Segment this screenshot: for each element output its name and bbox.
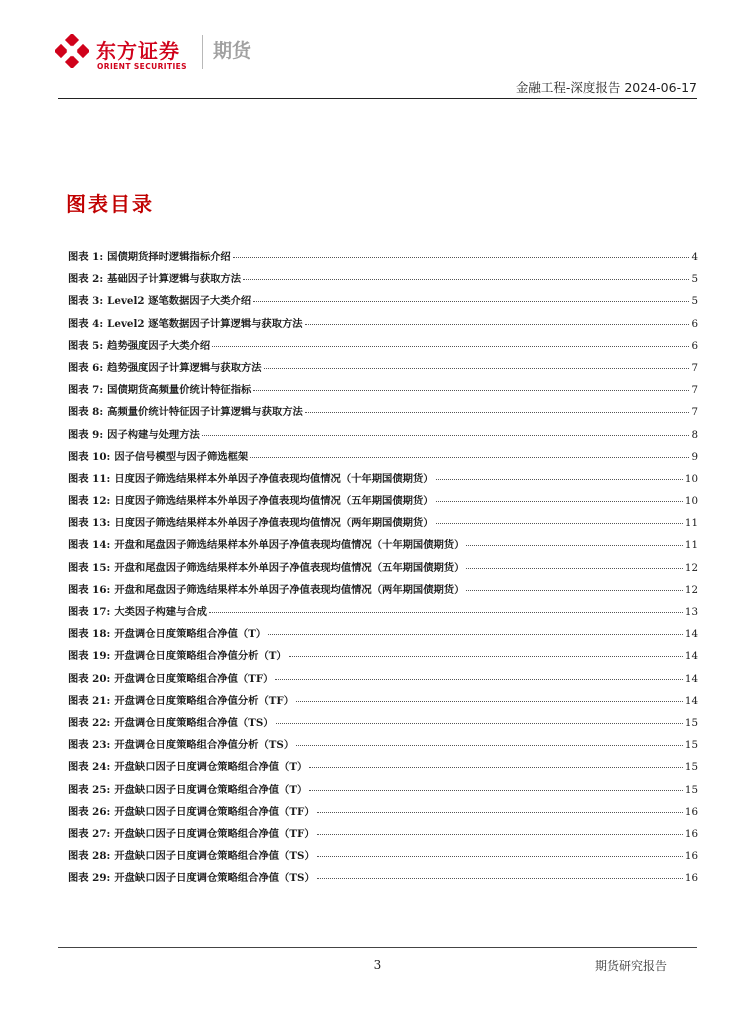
toc-entry-title: 大类因子构建与合成 <box>114 606 207 618</box>
toc-entry[interactable] <box>68 448 698 470</box>
toc-entry-title: 开盘调仓日度策略组合净值分析（TF） <box>114 694 295 707</box>
toc-entry-label: 图表 18: <box>68 628 111 641</box>
toc-entry-page: 6 <box>691 339 698 352</box>
toc-entry-page: 15 <box>684 716 698 729</box>
toc-entry[interactable] <box>68 514 698 536</box>
toc-entry[interactable] <box>68 492 698 514</box>
toc-entry[interactable] <box>68 625 698 647</box>
page-header <box>0 0 755 110</box>
toc-entry-page: 12 <box>684 561 698 574</box>
toc-entry[interactable] <box>68 670 698 692</box>
toc-entry[interactable] <box>68 337 698 359</box>
toc-entry-page: 14 <box>684 650 698 663</box>
toc-entry-page: 9 <box>691 450 698 463</box>
toc-entry-label: 图表 25: <box>68 783 111 796</box>
toc-entry-label: 图表 13: <box>68 517 111 530</box>
toc-entry-page: 7 <box>691 361 698 374</box>
toc-dot-leader <box>296 701 683 702</box>
toc-entry[interactable] <box>68 647 698 669</box>
toc-entry[interactable] <box>68 781 698 803</box>
toc-entry-page: 16 <box>684 872 698 885</box>
toc-entry-label: 图表 26: <box>68 805 111 818</box>
logo-english-name: ORIENT SECURITIES <box>97 62 187 71</box>
toc-entry-page: 10 <box>684 495 698 508</box>
toc-entry-title: 高频量价统计特征因子计算逻辑与获取方法 <box>107 406 303 419</box>
toc-entry[interactable] <box>68 248 698 270</box>
toc-entry-title: 趋势强度因子计算逻辑与获取方法 <box>107 361 262 374</box>
toc-entry-page: 14 <box>684 672 698 685</box>
toc-entry-page: 7 <box>691 406 698 419</box>
toc-entry[interactable] <box>68 426 698 448</box>
toc-entry-label: 图表 22: <box>68 716 111 729</box>
toc-entry-title: 开盘和尾盘因子筛选结果样本外单因子净值表现均值情况（五年期国债期货） <box>114 561 465 574</box>
toc-entry-title: 因子构建与处理方法 <box>107 428 200 441</box>
toc-entry[interactable] <box>68 403 698 425</box>
logo-divider <box>202 35 203 69</box>
toc-dot-leader <box>466 590 682 591</box>
toc-entry-label: 图表 27: <box>68 827 111 840</box>
toc-dot-leader <box>233 257 690 258</box>
toc-dot-leader <box>250 457 689 458</box>
toc-entry[interactable] <box>68 359 698 381</box>
toc-entry-page: 7 <box>691 384 698 397</box>
toc-entry-label: 图表 29: <box>68 872 111 885</box>
toc-entry-title: 开盘和尾盘因子筛选结果样本外单因子净值表现均值情况（两年期国债期货） <box>114 583 465 596</box>
footer-divider <box>58 947 697 948</box>
toc-entry[interactable] <box>68 581 698 603</box>
toc-entry[interactable] <box>68 847 698 869</box>
toc-dot-leader <box>309 767 683 768</box>
toc-entry-page: 6 <box>691 317 698 330</box>
toc-entry[interactable] <box>68 270 698 292</box>
toc-dot-leader <box>305 324 690 325</box>
toc-entry[interactable] <box>68 758 698 780</box>
toc-entry-title: 开盘缺口因子日度调仓策略组合净值（TF） <box>114 827 315 840</box>
toc-dot-leader <box>202 435 690 436</box>
toc-entry-label: 图表 7: <box>68 384 104 397</box>
toc-entry-title: 因子信号模型与因子筛选框架 <box>114 450 249 463</box>
toc-dot-leader <box>305 412 690 413</box>
toc-dot-leader <box>436 479 683 480</box>
toc-entry[interactable] <box>68 470 698 492</box>
toc-entry-label: 图表 10: <box>68 450 111 463</box>
toc-entry-label: 图表 3: <box>68 295 104 308</box>
toc-dot-leader <box>436 523 683 524</box>
page-number: 3 <box>373 958 382 972</box>
toc-entry[interactable] <box>68 692 698 714</box>
toc-entry-title: 日度因子筛选结果样本外单因子净值表现均值情况（两年期国债期货） <box>114 517 434 530</box>
toc-dot-leader <box>264 368 690 369</box>
toc-dot-leader <box>275 679 682 680</box>
toc-entry-title: 开盘缺口因子日度调仓策略组合净值（TS） <box>114 872 315 885</box>
toc-entry-title: 日度因子筛选结果样本外单因子净值表现均值情况（十年期国债期货） <box>114 472 434 485</box>
toc-entry-page: 15 <box>684 739 698 752</box>
toc-entry-page: 16 <box>684 850 698 863</box>
toc-entry[interactable] <box>68 869 698 891</box>
toc-entry-label: 图表 2: <box>68 273 104 286</box>
toc-dot-leader <box>317 878 683 879</box>
toc-entry[interactable] <box>68 315 698 337</box>
toc-entry-title: 开盘缺口因子日度调仓策略组合净值（T） <box>114 783 308 796</box>
toc-entry-title: 开盘调仓日度策略组合净值分析（TS） <box>114 739 295 752</box>
toc-entry-title: 开盘缺口因子日度调仓策略组合净值（TF） <box>114 805 315 818</box>
toc-entry-page: 11 <box>684 517 698 530</box>
toc-entry-title: Level2 逐笔数据因子大类介绍 <box>107 295 252 308</box>
toc-dot-leader <box>268 634 683 635</box>
toc-entry-label: 图表 1: <box>68 251 104 263</box>
footer-report-category: 期货研究报告 <box>594 959 667 973</box>
toc-entry-page: 11 <box>684 539 698 552</box>
toc-dot-leader <box>317 834 683 835</box>
toc-entry-title: 开盘调仓日度策略组合净值分析（T） <box>114 650 287 663</box>
toc-entry-label: 图表 6: <box>68 361 104 374</box>
toc-entry-page: 14 <box>684 628 698 641</box>
toc-entry-label: 图表 24: <box>68 761 111 774</box>
toc-entry-label: 图表 9: <box>68 428 104 441</box>
toc-entry-title: 日度因子筛选结果样本外单因子净值表现均值情况（五年期国债期货） <box>114 495 434 508</box>
toc-dot-leader <box>209 612 683 613</box>
toc-entry-label: 图表 4: <box>68 317 104 330</box>
toc-entry-title: 国债期货择时逻辑指标介绍 <box>107 251 231 263</box>
toc-entry-label: 图表 20: <box>68 672 111 685</box>
toc-entry-label: 图表 19: <box>68 650 111 663</box>
toc-entry[interactable] <box>68 825 698 847</box>
toc-title: 图表目录 <box>66 192 154 216</box>
toc-entry[interactable] <box>68 381 698 403</box>
orient-securities-logo-icon <box>55 34 89 68</box>
toc-entry-title: Level2 逐笔数据因子计算逻辑与获取方法 <box>107 317 303 330</box>
toc-entry-label: 图表 21: <box>68 694 111 707</box>
toc-entry-title: 国债期货高频量价统计特征指标 <box>107 384 252 397</box>
toc-dot-leader <box>276 723 683 724</box>
toc-entry-title: 开盘调仓日度策略组合净值（T） <box>114 628 267 641</box>
toc-entry-label: 图表 15: <box>68 561 111 574</box>
toc-entry[interactable] <box>68 803 698 825</box>
toc-entry[interactable] <box>68 292 698 314</box>
toc-dot-leader <box>466 545 682 546</box>
toc-entry-page: 4 <box>691 251 698 263</box>
toc-entry-label: 图表 11: <box>68 472 111 485</box>
toc-dot-leader <box>253 390 689 391</box>
toc-entry-label: 图表 8: <box>68 406 104 419</box>
toc-entry[interactable] <box>68 603 698 625</box>
toc-dot-leader <box>309 790 683 791</box>
toc-entry-page: 15 <box>684 783 698 796</box>
toc-entry-page: 16 <box>684 827 698 840</box>
toc-entry-title: 开盘调仓日度策略组合净值（TS） <box>114 716 274 729</box>
toc-dot-leader <box>317 856 683 857</box>
toc-entry-label: 图表 16: <box>68 583 111 596</box>
logo-chinese-name: 东方证券 <box>96 39 180 63</box>
toc-entry-page: 15 <box>684 761 698 774</box>
report-type-date: 金融工程-深度报告 2024-06-17 <box>515 80 697 95</box>
toc-dot-leader <box>296 745 683 746</box>
toc-entry-title: 基础因子计算逻辑与获取方法 <box>107 273 242 286</box>
toc-entry-label: 图表 17: <box>68 606 111 618</box>
toc-entry-label: 图表 12: <box>68 495 111 508</box>
toc-entry-label: 图表 14: <box>68 539 111 552</box>
toc-entry-title: 开盘和尾盘因子筛选结果样本外单因子净值表现均值情况（十年期国债期货） <box>114 539 465 552</box>
toc-entry-title: 趋势强度因子大类介绍 <box>107 339 211 352</box>
toc-entry-page: 5 <box>691 295 698 308</box>
toc-entry-label: 图表 28: <box>68 850 111 863</box>
header-divider <box>58 98 697 99</box>
toc-entry-label: 图表 23: <box>68 739 111 752</box>
figure-toc-list <box>68 248 698 891</box>
toc-entry-title: 开盘调仓日度策略组合净值（TF） <box>114 672 274 685</box>
toc-dot-leader <box>317 812 683 813</box>
toc-entry[interactable] <box>68 714 698 736</box>
toc-entry-page: 8 <box>691 428 698 441</box>
toc-dot-leader <box>253 301 689 302</box>
toc-entry[interactable] <box>68 536 698 558</box>
toc-entry-label: 图表 5: <box>68 339 104 352</box>
toc-dot-leader <box>289 656 683 657</box>
toc-entry[interactable] <box>68 736 698 758</box>
toc-entry[interactable] <box>68 559 698 581</box>
toc-dot-leader <box>243 279 689 280</box>
toc-dot-leader <box>466 568 682 569</box>
toc-dot-leader <box>212 346 689 347</box>
logo-division-name: 期货 <box>213 40 252 62</box>
toc-entry-page: 12 <box>684 583 698 596</box>
toc-entry-page: 5 <box>691 273 698 286</box>
toc-dot-leader <box>436 501 683 502</box>
toc-entry-page: 14 <box>684 694 698 707</box>
toc-entry-title: 开盘缺口因子日度调仓策略组合净值（T） <box>114 761 308 774</box>
toc-entry-title: 开盘缺口因子日度调仓策略组合净值（TS） <box>114 850 315 863</box>
toc-entry-page: 13 <box>684 606 698 618</box>
toc-entry-page: 16 <box>684 805 698 818</box>
toc-entry-page: 10 <box>684 472 698 485</box>
